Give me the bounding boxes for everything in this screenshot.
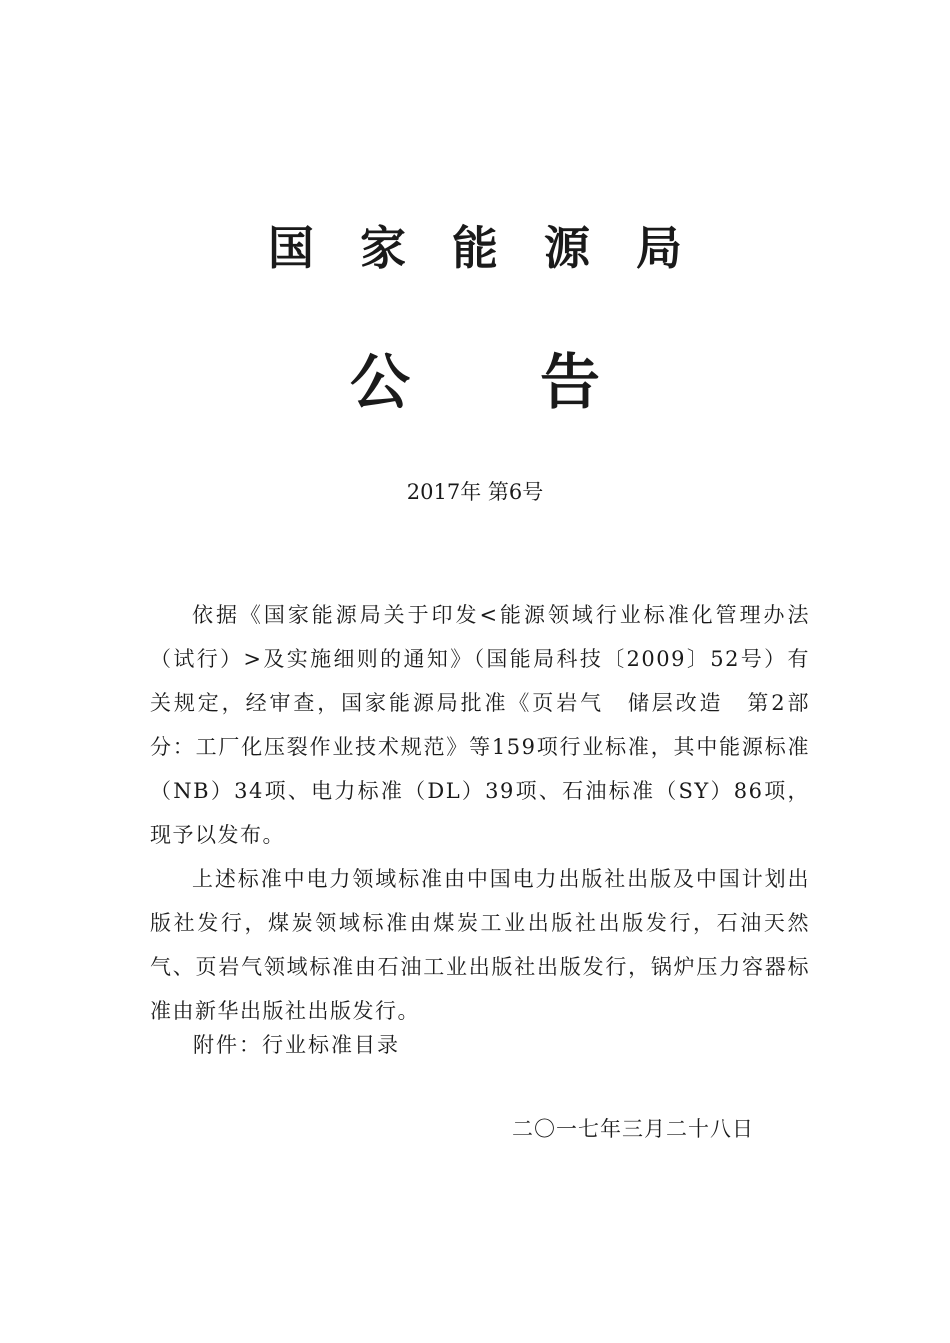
announcement-body: [150, 593, 810, 1033]
agency-name: 国家能源局: [268, 221, 728, 275]
body-paragraph-1: 依据《国家能源局关于印发<能源领域行业标准化管理办法（试行）>及实施细则的通知》（国能局科技〔2009〕52号）有关规定，经审查，国家能源局批准《页岩气 储层改造 第2部分：工厂化压裂作业技术规范》等159项行业标准，其中能源标准（NB）34项、电力标准（DL）39项、石油标准（SY）86项，现予以发布。: [150, 603, 810, 847]
issue-date: 二〇一七年三月二十八日: [512, 1117, 754, 1141]
document-number: 2017年 第6号: [406, 480, 544, 504]
announcement-title: 公告: [350, 348, 730, 418]
attachment-line: 附件：行业标准目录: [193, 1033, 400, 1057]
body-paragraph-2: 上述标准中电力领域标准由中国电力出版社出版及中国计划出版社发行，煤炭领域标准由煤炭工业出版社出版发行，石油天然气、页岩气领域标准由石油工业出版社出版发行，锅炉压力容器标准由新华出版社出版发行。: [150, 867, 810, 1023]
